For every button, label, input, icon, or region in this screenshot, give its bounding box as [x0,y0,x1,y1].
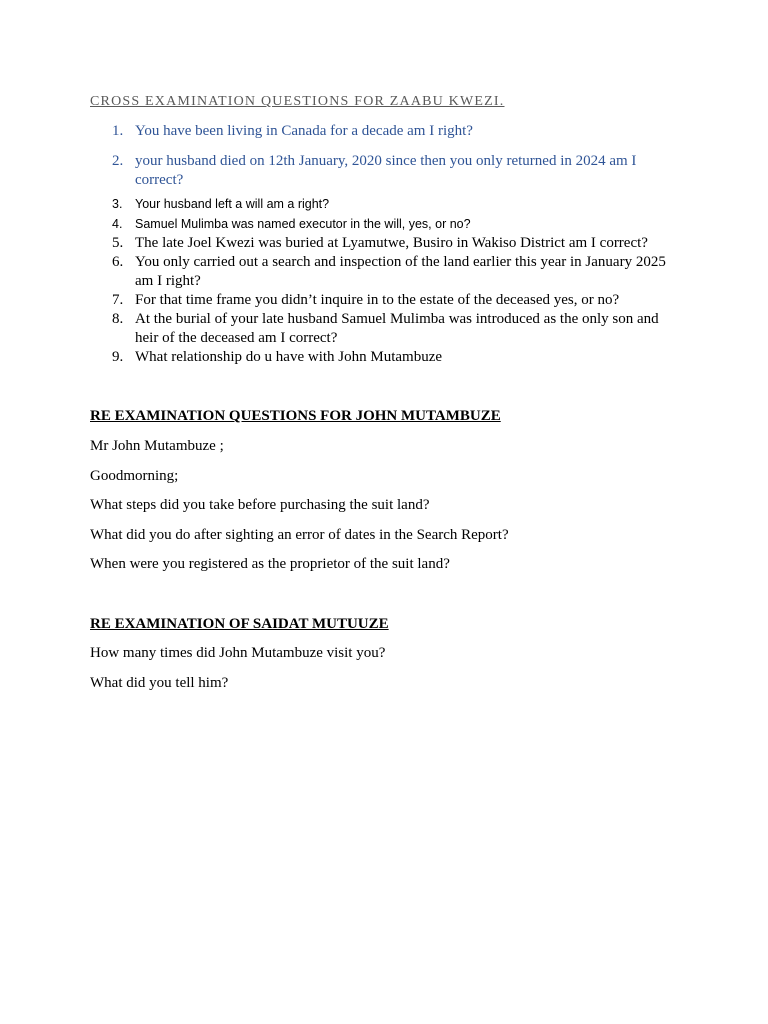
question-text: your husband died on 12th January, 2020 since then you only returned in 2024 am I correct? [135,153,637,188]
question-item [90,348,680,367]
question-number: 7. [112,292,124,308]
paragraph-line: How many times did John Mutambuze visit you? [90,645,386,661]
question-text: The late Joel Kwezi was buried at Lyamutwe, Busiro in Wakiso District am I correct? [135,235,648,251]
question-number: 4. [112,217,123,231]
paragraph-line: What steps did you take before purchasing the suit land? [90,497,430,513]
question-item [90,291,680,310]
question-item [90,122,680,141]
re-examination-john-heading: RE EXAMINATION QUESTIONS FOR JOHN MUTAMBUZE [90,408,501,424]
question-number: 2. [112,153,124,169]
question-item [90,194,680,214]
question-number: 3. [112,197,123,211]
question-text: For that time frame you didn’t inquire in to the estate of the deceased yes, or no? [135,292,620,308]
question-text: You only carried out a search and inspection of the land earlier this year in January 2025 am I right? [135,254,666,289]
question-text: At the burial of your late husband Samuel Mulimba was introduced as the only son and heir of the deceased am I correct? [135,311,659,346]
question-item [90,310,680,348]
question-item [90,253,680,291]
question-text: What relationship do u have with John Mutambuze [135,349,443,365]
cross-examination-heading: CROSS EXAMINATION QUESTIONS FOR ZAABU KWEZI. [90,94,505,109]
paragraph-line: Goodmorning; [90,468,179,484]
paragraph-line: Mr John Mutambuze ; [90,438,224,454]
question-item [90,152,680,190]
question-text: You have been living in Canada for a decade am I right? [135,123,473,139]
re-examination-saidat-heading: RE EXAMINATION OF SAIDAT MUTUUZE [90,616,389,632]
paragraph-line: What did you tell him? [90,675,229,691]
question-number: 6. [112,254,124,270]
question-number: 8. [112,311,124,327]
question-text: Your husband left a will am a right? [135,197,330,211]
question-text: Samuel Mulimba was named executor in the will, yes, or no? [135,217,471,231]
paragraph-line: What did you do after sighting an error of dates in the Search Report? [90,527,509,543]
question-number: 5. [112,235,124,251]
cross-examination-question-list [90,122,680,367]
question-number: 1. [112,123,124,139]
paragraph-line: When were you registered as the proprietor of the suit land? [90,556,450,572]
question-item [90,234,680,253]
question-item [90,214,680,234]
question-number: 9. [112,349,124,365]
